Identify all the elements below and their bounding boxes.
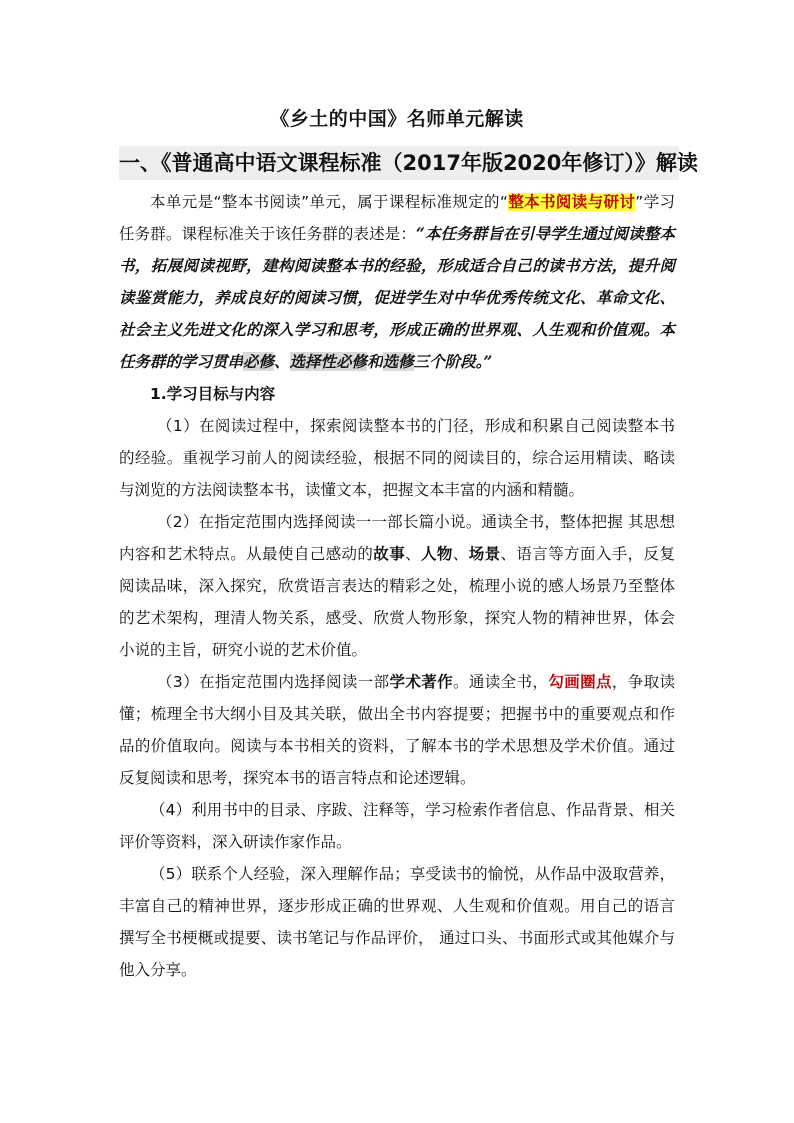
item-3-text-d: ，争取读懂；梳理全书大纲小目及其关联，做出全书内容提要；把握书中的重要观点和作品的价值取向。阅读与本书相关的资料，了解本书的学术思想及学术价值。通过反复阅读和思考，探究本书的语言特点和论述逻辑。 [119, 673, 675, 787]
item-3-bold-academic: 学术著作 [389, 673, 454, 691]
item-2-bold-scene: 场景 [468, 545, 501, 563]
item-3-text-c: 。通读全书， [453, 673, 549, 691]
quote-sep-1: 、 [274, 352, 290, 371]
stage-elective-required: 选择性必修 [289, 352, 368, 371]
item-2-bold-story: 故事 [373, 545, 406, 563]
intro-paragraph [119, 186, 675, 378]
intro-text-a: 本单元是“整本书阅读”单元，属于课程标准规定的“ [150, 193, 508, 211]
item-3-text-a: （3）在指定范围内选择阅读一部 [157, 673, 390, 691]
item-2-sep: 、 [405, 545, 421, 563]
stage-required: 必修 [243, 352, 275, 371]
document-body [119, 186, 675, 986]
quote-text-a: “本任务群旨在引导学生通过阅读整本书，拓展阅读视野，建构阅读整本书的经验，形成适合自己的读书方法，提升阅读鉴赏能力，养成良好的阅读习惯，促进学生对中华优秀传统文化、革命文化、社会主义先进文化的深入学习和思考，形成正确的世界观、人生观和价值观。本任务群的学习贯串 [119, 224, 675, 371]
quote-sep-2: 和 [367, 352, 383, 371]
item-3-red-term: 勾画圈点 [548, 673, 612, 691]
item-2-bold-character: 人物 [421, 545, 453, 563]
stage-elective: 选修 [382, 352, 414, 371]
subheading-goals: 1.学习目标与内容 [150, 385, 276, 403]
item-4: （4）利用书中的目录、序跋、注释等，学习检索作者信息、作品背景、相关评价等资料，深入研读作家作品。 [119, 801, 675, 851]
item-3 [119, 666, 675, 794]
item-5: （5）联系个人经验，深入理解作品；享受读书的愉悦，从作品中汲取营养，丰富自己的精神世界，逐步形成正确的世界观、人生观和价值观。用自己的语言撰写全书梗概或提要、读书笔记与作品评价， 通过口头、书面形式或其他媒介与他入分享。 [119, 865, 675, 979]
standard-quote [119, 224, 675, 371]
section-heading: 一、《普通高中语文课程标准（2017年版2020年修订）》解读 [119, 146, 679, 180]
item-2-sep: 、 [500, 545, 517, 563]
intro-text-b: ”学习任务群。课程标准关于该任务群的表述是： [119, 193, 675, 243]
item-2-language: 语言 [516, 545, 549, 563]
quote-text-b: 三个阶段。” [413, 352, 493, 371]
item-2 [119, 506, 675, 666]
item-1: （1）在阅读过程中，探索阅读整本书的门径，形成和积累自己阅读整本书的经验。重视学习前人的阅读经验，根据不同的阅读目的，综合运用精读、略读与浏览的方法阅读整本书，读懂文本，把握文本丰富的内涵和精髓。 [119, 417, 675, 499]
highlighted-term: 整本书阅读与研讨 [507, 193, 636, 211]
document-title: 《乡土的中国》名师单元解读 [270, 108, 524, 130]
item-2-text-c: 等方面入手，反复阅读品味，深入探究，欣赏语言表达的精彩之处，梳理小说的感人场景乃至整体的艺术架构，理清人物关系，感受、欣赏人物形象，探究人物的精神世界，体会小说的主旨，研究小说的艺术价值。 [119, 545, 675, 659]
item-2-sep: 、 [452, 545, 469, 563]
item-2-text-a: （2）在指定范围内选择阅读一一部长篇小说。通读全书，整体把握 其思想内容和艺术特点。从最使自己感动的 [119, 513, 675, 563]
